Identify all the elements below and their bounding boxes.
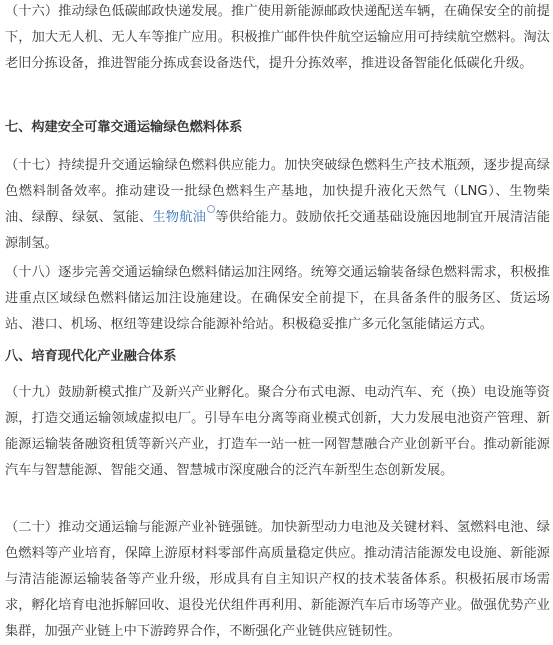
- biofuel-keyword-link[interactable]: 生物航油: [152, 210, 207, 225]
- paragraph-18: （十八）逐步完善交通运输绿色燃料储运加注网络。统筹交通运输装备绿色燃料需求，积极推进重点区域绿色燃料储运加注设施建设。在确保安全前提下，在具备条件的服务区、货运场站、港口、机场、枢纽等建设综合能源补给站。积极稳妥推广多元化氢能储运方式。: [5, 265, 550, 332]
- section-heading-7: 七、构建安全可靠交通运输绿色燃料体系: [5, 120, 243, 135]
- paragraph-20: （二十）推动交通运输与能源产业补链强链。加快新型动力电池及关键材料、氢燃料电池、绿色燃料等产业培育，保障上游原材料零部件高质量稳定供应。推动清洁能源发电设施、新能源与清洁能源运输装备等产业升级，形成具有自主知识产权的技术装备体系。积极拓展市场需求，孵化培育电池拆解回收、退役光伏组件再利用、新能源汽车后市场等产业。做强优势产业集群，加强产业链上中下游跨界合作，不断强化产业链供应链韧性。: [5, 520, 550, 639]
- section-heading-8: 八、培育现代化产业融合体系: [5, 349, 177, 364]
- paragraph-17: [5, 153, 550, 257]
- paragraph-19: （十九）鼓励新模式推广及新兴产业孵化。聚合分布式电源、电动汽车、充（换）电设施等资源，打造交通运输领域虚拟电厂。引导车电分离等商业模式创新，大力发展电池资产管理、新能源运输装备融资租赁等新兴产业，打造车一站一桩一网智慧融合产业创新平台。推动新能源汽车与智慧能源、智能交通、智慧城市深度融合的泛汽车新型生态创新发展。: [5, 385, 550, 478]
- paragraph-17-text-start: （十七）持续提升交通运输绿色燃料供应能力。加快突破绿色燃料生产技术瓶颈，逐步提高绿色燃料制备效率。推动建设一批绿色燃料生产基地，加快提升液化天然气（LNG）、生物柴油、绿醇、绿氨、氢能、: [5, 158, 550, 225]
- paragraph-17-text-end: 等供给能力。鼓励依托交通基础设施因地制宜开展清洁能源制氢。: [5, 210, 551, 251]
- paragraph-16: （十六）推动绿色低碳邮政快递发展。推广使用新能源邮政快递配送车辆，在确保安全的前提下，加大无人机、无人车等推广应用。积极推广邮件快件航空运输应用可持续航空燃料。淘汰老旧分拣设备，推进智能分拣成套设备迭代，提升分拣效率，推进设备智能化低碳化升级。: [5, 4, 550, 71]
- search-icon[interactable]: [207, 205, 215, 213]
